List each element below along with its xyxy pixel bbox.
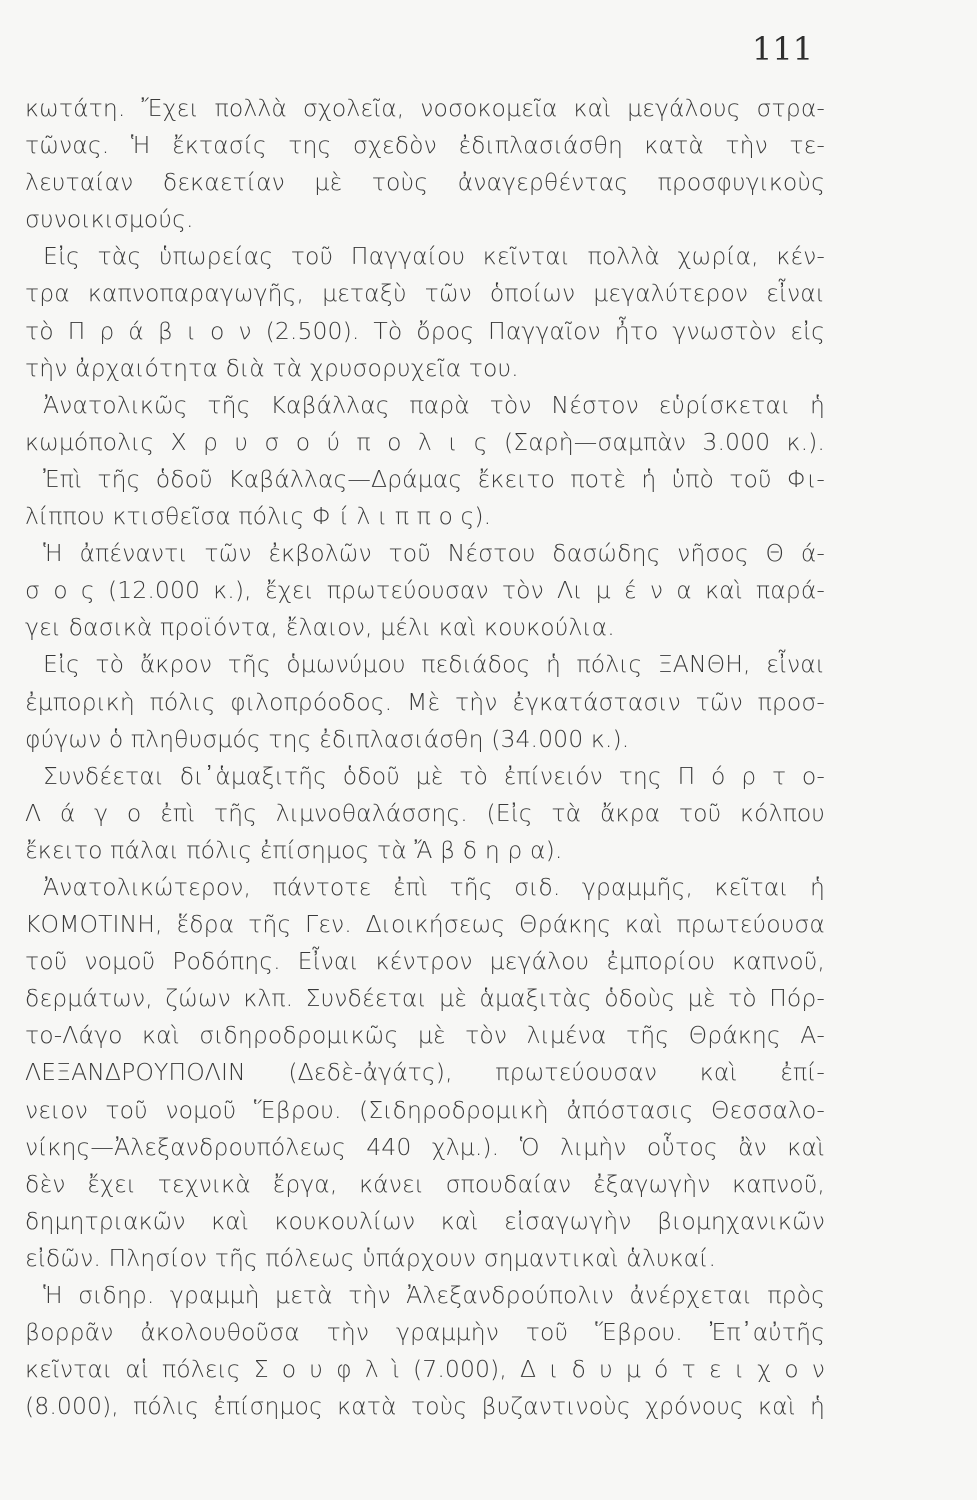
text-line: ἔκειτο πάλαι πόλις ἐπίσημος τὰ Ἄ β δ η ρ α).: [25, 835, 563, 864]
body-text: [25, 90, 825, 1425]
text-line: λευταίαν δεκαετίαν μὲ τοὺς ἀναγερθέντας προσφυγικοὺς: [25, 168, 825, 197]
text-line: ἐμπορικὴ πόλις φιλοπρόοδος. Μὲ τὴν ἐγκατάστασιν τῶν προσ-: [25, 687, 825, 716]
text-line: δερμάτων, ζώων κλπ. Συνδέεται μὲ ἁμαξιτὰς ὁδοὺς μὲ τὸ Πόρ-: [25, 984, 825, 1013]
text-line: φύγων ὁ πληθυσμός της ἐδιπλασιάσθη (34.000 κ.).: [25, 724, 630, 753]
text-line: Λ ά γ ο ἐπὶ τῆς λιμνοθαλάσσης. (Εἰς τὰ ἄκρα τοῦ κόλπου: [25, 798, 825, 827]
text-line: Εἰς τὸ ἄκρον τῆς ὁμωνύμου πεδιάδος ἡ πόλις ΞΑΝΘΗ, εἶναι: [43, 650, 825, 679]
text-line: Ἡ ἀπέναντι τῶν ἐκβολῶν τοῦ Νέστου δασώδης νῆσος Θ ά-: [43, 539, 825, 568]
text-line: γει δασικὰ προϊόντα, ἔλαιον, μέλι καὶ κουκούλια.: [25, 613, 615, 642]
text-line: τρα καπνοπαραγωγῆς, μεταξὺ τῶν ὁποίων μεγαλύτερον εἶναι: [25, 279, 825, 308]
text-line: κωμόπολις Χ ρ υ σ ο ύ π ο λ ι ς (Σαρὴ—σαμπὰν 3.000 κ.).: [25, 427, 825, 456]
text-line: τὴν ἀρχαιότητα διὰ τὰ χρυσορυχεῖα του.: [25, 353, 519, 382]
text-line: τῶνας. Ἡ ἔκτασίς της σχεδὸν ἐδιπλασιάσθη κατὰ τὴν τε-: [25, 131, 825, 160]
text-line: τὸ Π ρ ά β ι ο ν (2.500). Τὸ ὄρος Παγγαῖον ἦτο γνωστὸν εἰς: [25, 316, 825, 345]
text-line: νίκης—Ἀλεξανδρουπόλεως 440 χλμ.). Ὁ λιμὴν οὗτος ἂν καὶ: [25, 1132, 825, 1161]
text-line: Ἡ σιδηρ. γραμμὴ μετὰ τὴν Ἀλεξανδρούπολιν ἀνέρχεται πρὸς: [43, 1281, 825, 1309]
text-line: σ ο ς (12.000 κ.), ἔχει πρωτεύουσαν τὸν Λι μ έ ν α καὶ παρά-: [25, 576, 825, 605]
text-line: Εἰς τὰς ὑπωρείας τοῦ Παγγαίου κεῖνται πολλὰ χωρία, κέν-: [43, 242, 825, 271]
page-number: 111: [752, 30, 814, 68]
text-line: δημητριακῶν καὶ κουκουλίων καὶ εἰσαγωγὴν βιομηχανικῶν: [25, 1206, 825, 1235]
text-line: κωτάτη. Ἔχει πολλὰ σχολεῖα, νοσοκομεῖα καὶ μεγάλους στρα-: [25, 94, 825, 122]
text-line: δὲν ἔχει τεχνικὰ ἔργα, κάνει σπουδαίαν ἐξαγωγὴν καπνοῦ,: [25, 1169, 825, 1198]
text-line: Συνδέεται δι᾽ἁμαξιτῆς ὁδοῦ μὲ τὸ ἐπίνειόν της Π ό ρ τ ο-: [43, 761, 825, 790]
text-line: Ἀνατολικῶς τῆς Καβάλλας παρὰ τὸν Νέστον εὑρίσκεται ἡ: [43, 390, 825, 419]
text-line: εἰδῶν. Πλησίον τῆς πόλεως ὑπάρχουν σημαντικαὶ ἁλυκαί.: [25, 1243, 717, 1272]
text-line: συνοικισμούς.: [25, 205, 194, 234]
text-line: νειον τοῦ νομοῦ Ἕβρου. (Σιδηροδρομικὴ ἀπόστασις Θεσσαλο-: [25, 1095, 825, 1124]
text-line: τοῦ νομοῦ Ροδόπης. Εἶναι κέντρον μεγάλου ἐμπορίου καπνοῦ,: [25, 947, 825, 976]
text-line: Ἀνατολικώτερον, πάντοτε ἐπὶ τῆς σιδ. γραμμῆς, κεῖται ἡ: [43, 872, 825, 901]
text-line: το-Λάγο καὶ σιδηροδρομικῶς μὲ τὸν λιμένα τῆς Θράκης Α-: [25, 1021, 825, 1050]
text-line: κεῖνται αἱ πόλεις Σ ο υ φ λ ὶ (7.000), Δ ι δ υ μ ό τ ε ι χ ο ν: [25, 1355, 825, 1384]
text-line: (8.000), πόλις ἐπίσημος κατὰ τοὺς βυζαντινοὺς χρόνους καὶ ἡ: [25, 1392, 825, 1421]
text-line: ΚΟΜΟΤΙΝΗ, ἕδρα τῆς Γεν. Διοικήσεως Θράκης καὶ πρωτεύουσα: [25, 910, 825, 939]
text-line: ΛΕΞΑΝΔΡΟΥΠΟΛΙΝ (Δεδὲ-ἀγάτς), πρωτεύουσαν καὶ ἐπί-: [25, 1058, 825, 1087]
text-line: λίππου κτισθεῖσα πόλις Φ ί λ ι π π ο ς).: [25, 502, 492, 531]
text-line: Ἐπὶ τῆς ὁδοῦ Καβάλλας—Δράμας ἔκειτο ποτὲ ἡ ὑπὸ τοῦ Φι-: [43, 464, 825, 493]
text-line: βορρᾶν ἀκολουθοῦσα τὴν γραμμὴν τοῦ Ἕβρου. Ἐπ᾽αὐτῆς: [25, 1318, 825, 1347]
